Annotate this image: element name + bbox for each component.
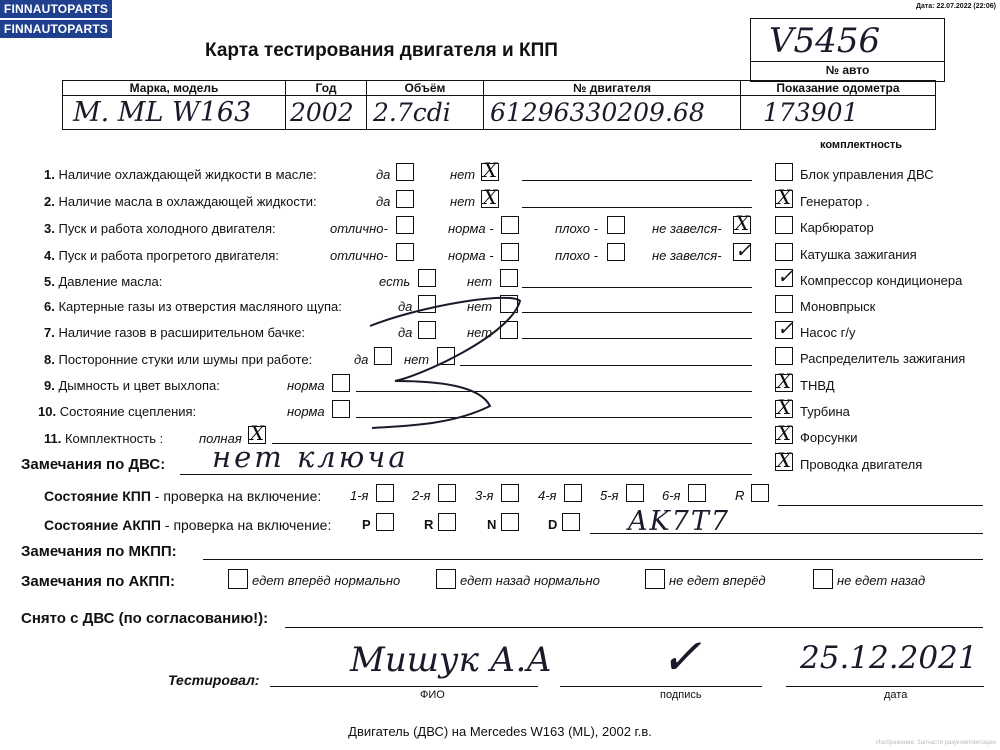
component-label-9: ТНВД — [800, 378, 835, 393]
akpp-label-row: Состояние АКПП - проверка на включение: — [44, 517, 332, 533]
q8-da-label: да — [354, 352, 369, 367]
kpp-gear-checkbox-6[interactable] — [688, 484, 706, 502]
q7-da-label: да — [398, 325, 413, 340]
value-engine-no: 61296330209.68 — [490, 98, 705, 127]
component-checkbox-7[interactable] — [775, 316, 794, 340]
akpp-gear-checkbox-3[interactable] — [501, 513, 519, 531]
q2-net-label: нет — [450, 194, 476, 209]
question-10: 10. Состояние сцепления: — [38, 404, 197, 419]
question-4: 4. Пуск и работа прогретого двигателя: — [44, 248, 279, 263]
logo-finnautoparts: FINNAUTOPARTS — [0, 0, 112, 18]
component-label-4: Катушка зажигания — [800, 247, 917, 262]
q3-ne-zavelsya-checkbox[interactable] — [733, 211, 751, 235]
akpp-no-back-checkbox[interactable] — [813, 569, 833, 589]
print-date: Дата: 22.07.2022 (22:06) — [915, 3, 996, 10]
component-checkbox-1[interactable] — [775, 163, 793, 181]
q1-da-checkbox[interactable] — [396, 163, 414, 181]
akpp-forward-normal-checkbox[interactable] — [228, 569, 248, 589]
photo-caption: Двигатель (ДВС) на Mercedes W163 (ML), 2002 г.в. — [348, 724, 652, 739]
remarks-dvs-value: нет ключа — [212, 440, 409, 474]
fio-caption: ФИО — [420, 689, 445, 701]
q5-net-label: нет — [467, 274, 493, 289]
question-3: 3. Пуск и работа холодного двигателя: — [44, 221, 276, 236]
component-checkbox-8[interactable] — [775, 347, 793, 365]
component-mark-11: X — [777, 421, 792, 445]
q2-net-checkbox[interactable] — [481, 185, 499, 209]
akpp-gear-label-4: D — [548, 517, 558, 532]
value-brand: M. ML W163 — [73, 97, 252, 128]
data-caption: дата — [884, 689, 908, 701]
q4-ne-zavelsya-mark: ✓ — [735, 238, 752, 262]
akpp-no-forward-label: не едет вперёд — [669, 573, 766, 588]
component-label-12: Проводка двигателя — [800, 457, 923, 472]
component-label-2: Генератор . — [800, 194, 870, 209]
q4-norma-checkbox[interactable] — [501, 243, 519, 261]
akpp-no-forward-checkbox[interactable] — [645, 569, 665, 589]
q4-otlichno-checkbox[interactable] — [396, 243, 414, 261]
q3-ploho-label: плохо - — [555, 221, 598, 236]
q4-norma-label: норма - — [448, 248, 494, 263]
header-volume: Объём — [404, 81, 446, 95]
component-label-10: Турбина — [800, 404, 850, 419]
kpp-gear-checkbox-2[interactable] — [438, 484, 456, 502]
component-checkbox-6[interactable] — [775, 295, 793, 313]
component-label-8: Распределитель зажигания — [800, 351, 966, 366]
akpp-no-back-label: не едет назад — [837, 573, 926, 588]
auto-number-box — [750, 18, 945, 82]
q1-net-label: нет — [450, 167, 476, 182]
kpp-gear-label-6: 6-я — [662, 488, 681, 503]
akpp-gear-checkbox-1[interactable] — [376, 513, 394, 531]
akpp-gear-label-2: R — [424, 517, 434, 532]
logo-finnautoparts-2: FINNAUTOPARTS — [0, 20, 112, 38]
header-engine-no: № двигателя — [573, 81, 651, 95]
akpp-gear-label-3: N — [487, 517, 497, 532]
q10-norma-label: норма — [287, 404, 325, 419]
q6-da-label: да — [398, 299, 413, 314]
strike-scribble — [360, 286, 540, 436]
component-mark-5: ✓ — [777, 264, 794, 288]
value-year: 2002 — [290, 98, 354, 127]
q1-da-label: да — [376, 167, 391, 182]
question-11: 11. Комплектность : — [44, 431, 164, 446]
q3-otlichno-label: отлично- — [330, 221, 388, 236]
q3-norma-label: норма - — [448, 221, 494, 236]
component-label-5: Компрессор кондиционера — [800, 273, 963, 288]
kpp-gear-label-7: R — [735, 488, 745, 503]
q5-net-checkbox[interactable] — [500, 269, 518, 287]
component-mark-12: X — [777, 448, 792, 472]
tested-label: Тестировал: — [168, 672, 260, 688]
remarks-dvs-label: Замечания по ДВС: — [21, 456, 166, 473]
vehicle-table — [62, 80, 936, 130]
question-5: 5. Давление масла: — [44, 274, 163, 289]
kpp-gear-checkbox-5[interactable] — [626, 484, 644, 502]
q4-ne-zavelsya-checkbox[interactable] — [733, 238, 752, 262]
q2-da-checkbox[interactable] — [396, 190, 414, 208]
q7-net-label: нет — [467, 325, 493, 340]
q5-est-checkbox[interactable] — [418, 269, 436, 287]
komplektnost-heading: комплектность — [820, 139, 903, 151]
q3-ne-zavelsya-mark: X — [735, 211, 750, 235]
question-1: 1. Наличие охлаждающей жидкости в масле: — [44, 167, 317, 182]
auto-number-value: V5456 — [769, 21, 881, 61]
question-9: 9. Дымность и цвет выхлопа: — [44, 378, 220, 393]
question-2: 2. Наличие масла в охлаждающей жидкости: — [44, 194, 317, 209]
remarks-mkpp-label: Замечания по МКПП: — [21, 543, 177, 560]
akpp-gear-checkbox-2[interactable] — [438, 513, 456, 531]
kpp-gear-checkbox-1[interactable] — [376, 484, 394, 502]
value-volume: 2.7cdi — [373, 98, 451, 127]
remarks-akpp-label: Замечания по АКПП: — [21, 573, 175, 590]
component-mark-2: X — [777, 185, 792, 209]
podpis-caption: подпись — [660, 689, 702, 701]
header-odometer: Показание одометра — [776, 81, 900, 95]
q4-ploho-checkbox[interactable] — [607, 243, 625, 261]
q11-polnaya-label: полная — [199, 431, 242, 446]
component-label-7: Насос г/у — [800, 325, 856, 340]
q9-norma-label: норма — [287, 378, 325, 393]
q1-net-mark: X — [483, 158, 498, 182]
q5-est-label: есть — [379, 274, 411, 289]
component-mark-9: X — [777, 369, 792, 393]
akpp-gear-label-1: P — [362, 517, 371, 532]
q3-norma-checkbox[interactable] — [501, 216, 519, 234]
component-label-1: Блок управления ДВС — [800, 167, 934, 182]
kpp-gear-label-5: 5-я — [600, 488, 619, 503]
q4-ploho-label: плохо - — [555, 248, 598, 263]
q11-polnaya-mark: X — [250, 421, 265, 445]
component-checkbox-12[interactable] — [775, 448, 793, 472]
q6-net-label: нет — [467, 299, 493, 314]
removed-label: Снято с ДВС (по согласованию!): — [21, 610, 269, 627]
auto-number-label: № авто — [825, 63, 870, 77]
q3-ploho-checkbox[interactable] — [607, 216, 625, 234]
akpp-back-normal-label: едет назад нормально — [460, 573, 600, 588]
kpp-gear-checkbox-3[interactable] — [501, 484, 519, 502]
component-checkbox-3[interactable] — [775, 216, 793, 234]
kpp-gear-label-2: 2-я — [412, 488, 431, 503]
q2-net-mark: X — [483, 185, 498, 209]
kpp-gear-label-4: 4-я — [538, 488, 557, 503]
question-7: 7. Наличие газов в расширительном бачке: — [44, 325, 306, 340]
watermark: Изображение: Запчасти разукомплектации — [876, 740, 996, 746]
akpp-gear-checkbox-4[interactable] — [562, 513, 580, 531]
component-checkbox-4[interactable] — [775, 243, 793, 261]
q9-norma-checkbox[interactable] — [332, 374, 350, 392]
component-checkbox-11[interactable] — [775, 421, 793, 445]
component-label-6: Моновпрыск — [800, 299, 876, 314]
header-brand: Марка, модель — [129, 81, 219, 95]
component-checkbox-5[interactable] — [775, 264, 794, 288]
q3-otlichno-checkbox[interactable] — [396, 216, 414, 234]
q1-net-checkbox[interactable] — [481, 158, 499, 182]
akpp-back-normal-checkbox[interactable] — [436, 569, 456, 589]
q2-da-label: да — [376, 194, 391, 209]
signature: ✓ — [660, 628, 702, 686]
kpp-gear-label-1: 1-я — [350, 488, 369, 503]
component-mark-10: X — [777, 395, 792, 419]
date-value: 25.12.2021 — [800, 640, 978, 676]
header-year: Год — [315, 81, 337, 95]
value-odometer: 173901 — [763, 98, 859, 127]
q4-otlichno-label: отлично- — [330, 248, 388, 263]
fio-value: Мишук А.А — [350, 640, 553, 680]
component-mark-7: ✓ — [777, 316, 794, 340]
component-label-11: Форсунки — [800, 430, 858, 445]
akpp-value: AK7T7 — [628, 506, 731, 537]
component-checkbox-10[interactable] — [775, 395, 793, 419]
q3-ne-zavelsya-label: не завелся- — [652, 221, 722, 236]
question-6: 6. Картерные газы из отверстия масляного щупа: — [44, 299, 342, 314]
component-checkbox-9[interactable] — [775, 369, 793, 393]
q10-norma-checkbox[interactable] — [332, 400, 350, 418]
q4-ne-zavelsya-label: не завелся- — [652, 248, 722, 263]
component-checkbox-2[interactable] — [775, 185, 793, 209]
kpp-gear-checkbox-7[interactable] — [751, 484, 769, 502]
component-label-3: Карбюратор — [800, 220, 874, 235]
question-8: 8. Посторонние стуки или шумы при работе: — [44, 352, 313, 367]
q8-net-label: нет — [404, 352, 430, 367]
kpp-gear-label-3: 3-я — [475, 488, 494, 503]
page-title: Карта тестирования двигателя и КПП — [205, 40, 558, 61]
kpp-gear-checkbox-4[interactable] — [564, 484, 582, 502]
kpp-label-row: Состояние КПП - проверка на включение: — [44, 488, 322, 504]
akpp-forward-normal-label: едет вперёд нормально — [252, 573, 401, 588]
